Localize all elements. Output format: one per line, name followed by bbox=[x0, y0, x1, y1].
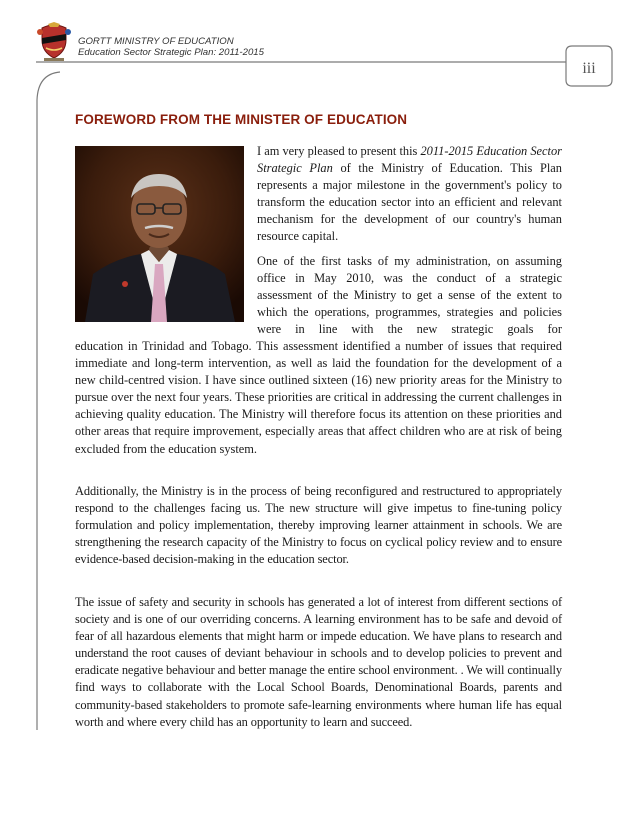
minister-portrait-photo bbox=[75, 146, 244, 322]
header-document-title: Education Sector Strategic Plan: 2011-2015 bbox=[78, 47, 264, 58]
foreword-paragraph-1 bbox=[257, 143, 562, 246]
page-number: iii bbox=[582, 60, 596, 77]
p1-text-end: of the Ministry of Education. This Plan represents a major milestone in the government's policy to transform the education sector into an efficient and relevant mechanism for the development of our country's human resource capital. bbox=[257, 161, 563, 244]
page-title: FOREWORD FROM THE MINISTER OF EDUCATION bbox=[75, 112, 408, 127]
plan-title-italic: 2011-2015 Education Sector Strategic Plan bbox=[257, 144, 563, 176]
foreword-paragraph-2-bottom: education in Trinidad and Tobago. This assessment identified a number of issues that required immediate and long-term intervention, as well as laid the foundation for the development of a new child-centred vision. I have since outlined sixteen (16) new priority areas for the Ministry to pursue over the next four years. These priorities are critical in addressing the current challenges in achieving quality education. The Ministry will therefore focus its attention on these priorities and other areas that require improvement, especially areas that affect children who are at risk of being excluded from the education system. bbox=[75, 339, 562, 456]
coat-of-arms-logo bbox=[36, 22, 72, 62]
foreword-paragraph-4: The issue of safety and security in schools has generated a lot of interest from different sections of society and is one of our overriding concerns. A learning environment has to be safe and devoid of fear of all hazardous elements that might harm or impede education. We have plans to research and understand the root causes of deviant behaviour in schools and to develop policies to prevent and eradicate negative behaviour and better manage the entire school environment. . We will continually find ways to collaborate with the Local School Boards, Denominational Boards, parents and community-based stakeholders to promote safe-learning environments where human life has equal worth and where every child has an opportunity to learn and succeed. bbox=[75, 595, 562, 729]
foreword-paragraph-3: Additionally, the Ministry is in the process of being reconfigured and restructured to appropriately respond to the challenges facing us. The new structure will give impetus to fine-tuning policy formulation and policy implementation, thereby improving learner attainment in schools. We are strengthening the research capacity of the Ministry to focus on cyclical policy review and to ensure evidence-based decision-making in the education sector. bbox=[75, 484, 562, 567]
running-header bbox=[78, 36, 264, 58]
header-org: GORTT MINISTRY OF EDUCATION bbox=[78, 36, 234, 47]
p1-text-start: I am very pleased to present this bbox=[257, 144, 421, 158]
foreword-paragraph-2-top: One of the first tasks of my administration, on assuming office in May 2010, was the conduct of a strategic assessment of the Ministry to get a sense of the extent to which the operations, programmes, strategies and policies were in line with the new strategic goals for bbox=[257, 254, 562, 337]
